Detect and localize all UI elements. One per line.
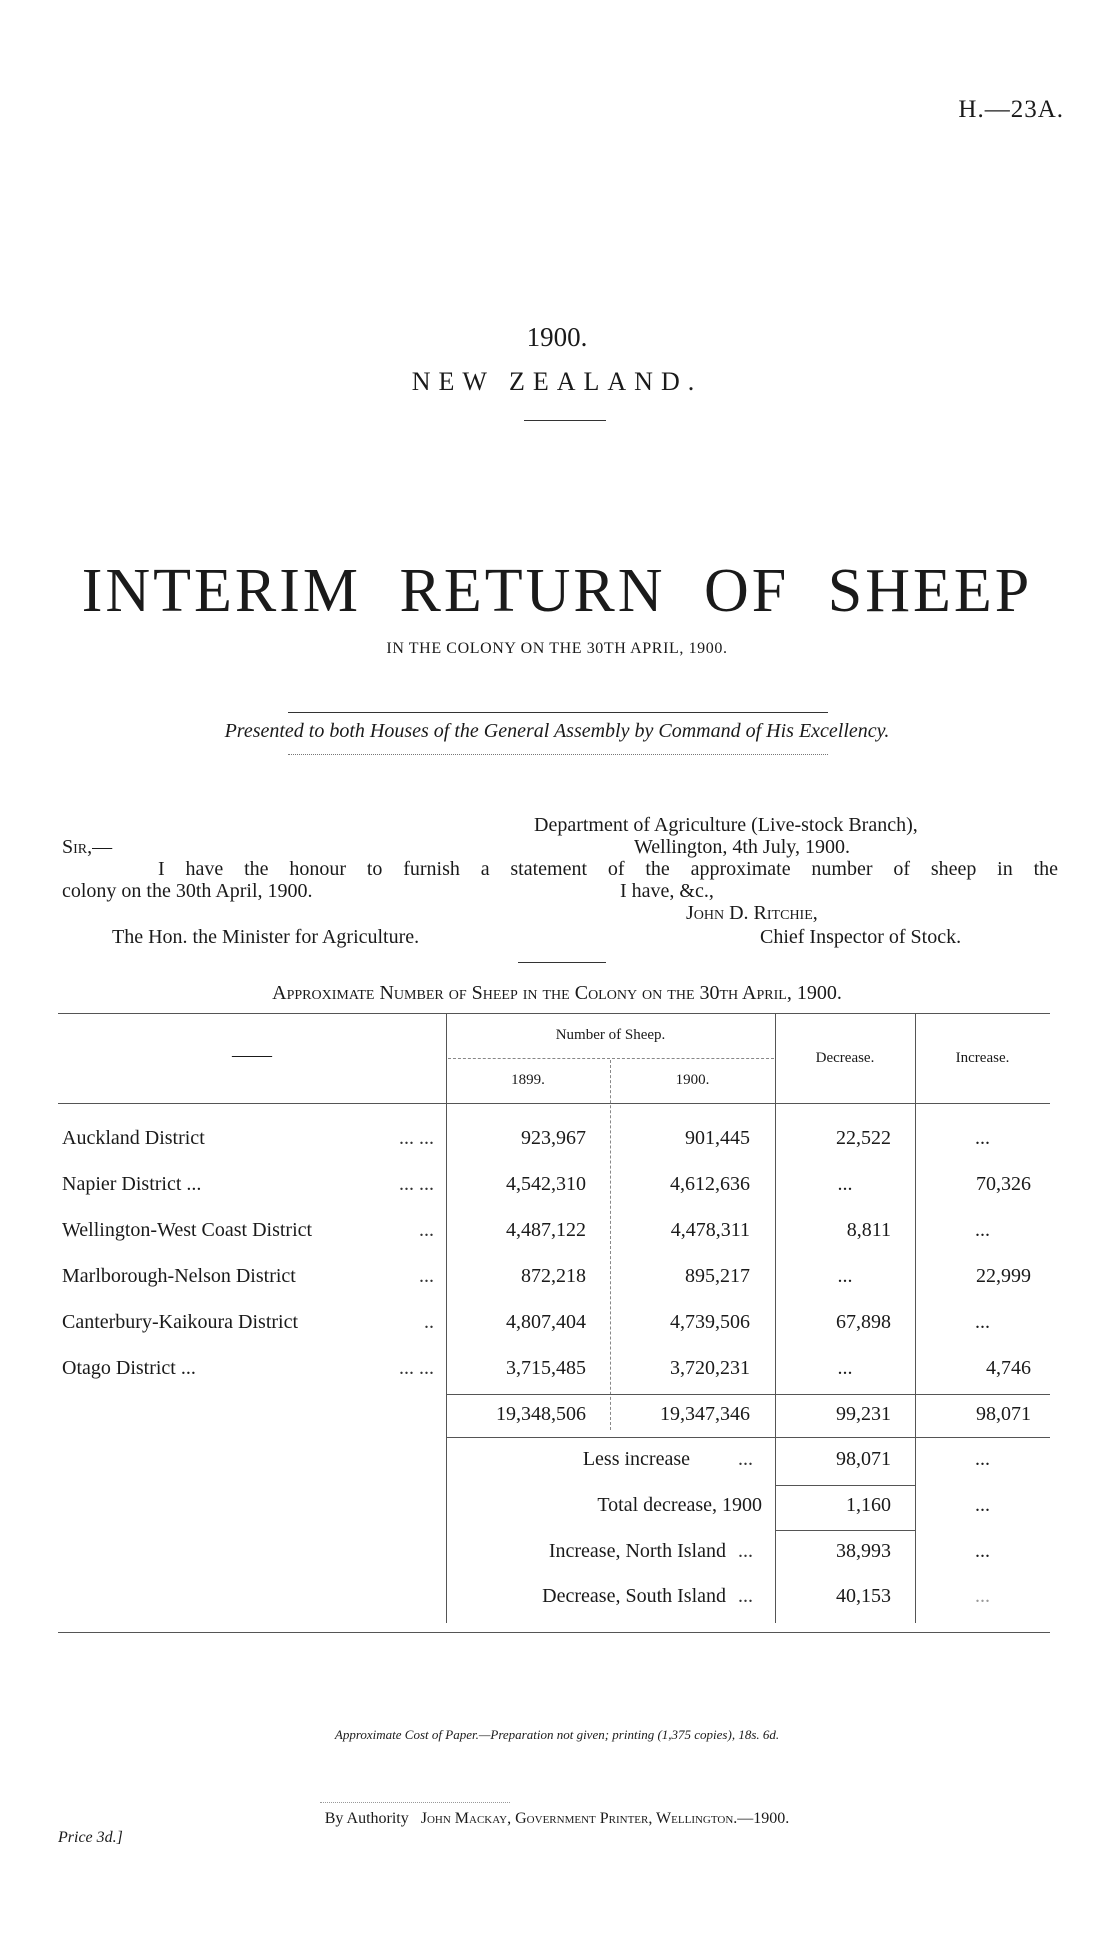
summary-label: Increase, North Island bbox=[548, 1540, 726, 1562]
summary-leader-dots: ... bbox=[738, 1585, 753, 1607]
letter-divider bbox=[518, 962, 606, 963]
row-decrease-value: ... bbox=[837, 1265, 853, 1287]
totals-top-rule bbox=[446, 1394, 1050, 1395]
row-increase-value: ... bbox=[975, 1311, 990, 1333]
row-increase-value: ... bbox=[975, 1127, 990, 1149]
row-district: Napier District ... bbox=[62, 1173, 202, 1195]
summary-decrease-value: 1,160 bbox=[846, 1494, 891, 1516]
total-increase: 98,071 bbox=[976, 1403, 1031, 1425]
table-bottom-rule bbox=[58, 1632, 1050, 1633]
table-caption: Approximate Number of Sheep in the Colony on the 30th April, 1900. bbox=[272, 982, 842, 1004]
header-1899: 1899. bbox=[511, 1072, 545, 1088]
total-1899: 19,348,506 bbox=[496, 1403, 586, 1425]
row-district: Marlborough-Nelson District bbox=[62, 1265, 296, 1287]
row-district: Canterbury-Kaikoura District bbox=[62, 1311, 299, 1333]
row-increase-value: 4,746 bbox=[986, 1357, 1031, 1379]
row-leader-dots: .. bbox=[424, 1311, 434, 1333]
row-1899-value: 4,807,404 bbox=[506, 1311, 586, 1333]
summary-label: Less increase bbox=[582, 1448, 690, 1470]
row-1899-value: 923,967 bbox=[521, 1127, 586, 1149]
row-1900-value: 4,739,506 bbox=[670, 1311, 750, 1333]
row-1900-value: 4,612,636 bbox=[670, 1173, 750, 1195]
summary-leader-dots: ... bbox=[738, 1448, 753, 1470]
row-1900-value: 3,720,231 bbox=[670, 1357, 750, 1379]
header-increase: Increase. bbox=[955, 1050, 1010, 1066]
row-leader-dots: ... bbox=[419, 1265, 434, 1287]
header-divider bbox=[524, 420, 606, 421]
subtitle: IN THE COLONY ON THE 30TH APRIL, 1900. bbox=[386, 640, 728, 657]
summary-increase-value: ... bbox=[975, 1585, 990, 1607]
letter-place-date: Wellington, 4th July, 1900. bbox=[634, 836, 850, 858]
row-1900-value: 895,217 bbox=[685, 1265, 750, 1287]
row-increase-value: ... bbox=[975, 1219, 990, 1241]
row-leader-dots: ... ... bbox=[399, 1357, 434, 1379]
row-1899-value: 3,715,485 bbox=[506, 1357, 586, 1379]
summary-leader-dots: ... bbox=[738, 1540, 753, 1562]
presented-top-rule bbox=[288, 712, 828, 713]
row-leader-dots: ... bbox=[419, 1219, 434, 1241]
price: Price 3d.] bbox=[58, 1829, 123, 1846]
header-bottom-rule bbox=[58, 1103, 1050, 1104]
row-district: Otago District ... bbox=[62, 1357, 196, 1379]
row-decrease-value: 67,898 bbox=[836, 1311, 891, 1333]
row-increase-value: 22,999 bbox=[976, 1265, 1031, 1287]
summary-decrease-value: 40,153 bbox=[836, 1585, 891, 1607]
row-1899-value: 4,542,310 bbox=[506, 1173, 586, 1195]
letter-closing: I have, &c., bbox=[620, 880, 714, 902]
header-decrease: Decrease. bbox=[815, 1050, 875, 1066]
letter-addressee: The Hon. the Minister for Agriculture. bbox=[112, 926, 420, 948]
footer-rule bbox=[320, 1802, 510, 1803]
row-1899-value: 4,487,122 bbox=[506, 1219, 586, 1241]
summary-increase-value: ... bbox=[975, 1448, 990, 1470]
document-year: 1900. bbox=[526, 322, 588, 352]
letter-signer-title: Chief Inspector of Stock. bbox=[760, 926, 962, 948]
row-decrease-value: 22,522 bbox=[836, 1127, 891, 1149]
row-increase-value: 70,326 bbox=[976, 1173, 1031, 1195]
cost-of-paper-note: Approximate Cost of Paper.—Preparation not given; printing (1,375 copies), 18s. 6d. bbox=[334, 1727, 780, 1742]
header-subdivider bbox=[448, 1058, 774, 1059]
total-decrease: 99,231 bbox=[836, 1403, 891, 1425]
row-1899-value: 872,218 bbox=[521, 1265, 586, 1287]
country-heading: NEW ZEALAND. bbox=[411, 367, 703, 396]
total-decrease-bottom-rule bbox=[775, 1530, 915, 1531]
header-number-of-sheep: Number of Sheep. bbox=[555, 1027, 666, 1043]
letter-body-line1: I have the honour to furnish a statement of the approximate number of sheep in the bbox=[158, 858, 1058, 880]
authority-prefix: By Authority bbox=[324, 1810, 409, 1827]
letter-signer-name: John D. Ritchie, bbox=[686, 902, 818, 924]
presented-line: Presented to both Houses of the General Assembly by Command of His Excellency. bbox=[224, 720, 890, 742]
row-district: Auckland District bbox=[62, 1127, 205, 1149]
printer-name: John Mackay, Government Printer, Wellington.—1900. bbox=[420, 1810, 790, 1827]
row-decrease-value: 8,811 bbox=[846, 1219, 891, 1241]
row-1900-value: 4,478,311 bbox=[670, 1219, 750, 1241]
summary-decrease-value: 38,993 bbox=[836, 1540, 891, 1562]
printer-authority bbox=[0, 1810, 1114, 1828]
letter-body-line2: colony on the 30th April, 1900. bbox=[62, 880, 313, 902]
row-leader-dots: ... ... bbox=[399, 1127, 434, 1149]
summary-label: Total decrease, 1900 bbox=[597, 1494, 762, 1516]
summary-label: Decrease, South Island bbox=[542, 1585, 726, 1607]
row-decrease-value: ... bbox=[837, 1357, 853, 1379]
summary-increase-value: ... bbox=[975, 1540, 990, 1562]
summary-decrease-value: 98,071 bbox=[836, 1448, 891, 1470]
main-title: INTERIM RETURN OF SHEEP bbox=[81, 557, 1033, 625]
letter-salutation: Sir,— bbox=[62, 836, 113, 858]
row-district: Wellington-West Coast District bbox=[62, 1219, 313, 1241]
total-decrease-top-rule bbox=[775, 1485, 915, 1486]
row-decrease-value: ... bbox=[837, 1173, 853, 1195]
total-1900: 19,347,346 bbox=[660, 1403, 750, 1425]
header-blank: —— bbox=[232, 1044, 272, 1066]
presented-bottom-rule bbox=[288, 754, 828, 755]
header-1900: 1900. bbox=[675, 1072, 710, 1088]
table-top-rule bbox=[58, 1013, 1050, 1014]
letter-department: Department of Agriculture (Live-stock Branch), bbox=[534, 814, 918, 836]
totals-bottom-rule bbox=[446, 1437, 1050, 1438]
row-1900-value: 901,445 bbox=[685, 1127, 750, 1149]
summary-increase-value: ... bbox=[975, 1494, 990, 1516]
row-leader-dots: ... ... bbox=[399, 1173, 434, 1195]
page-reference: H.—23A. bbox=[958, 96, 1064, 123]
